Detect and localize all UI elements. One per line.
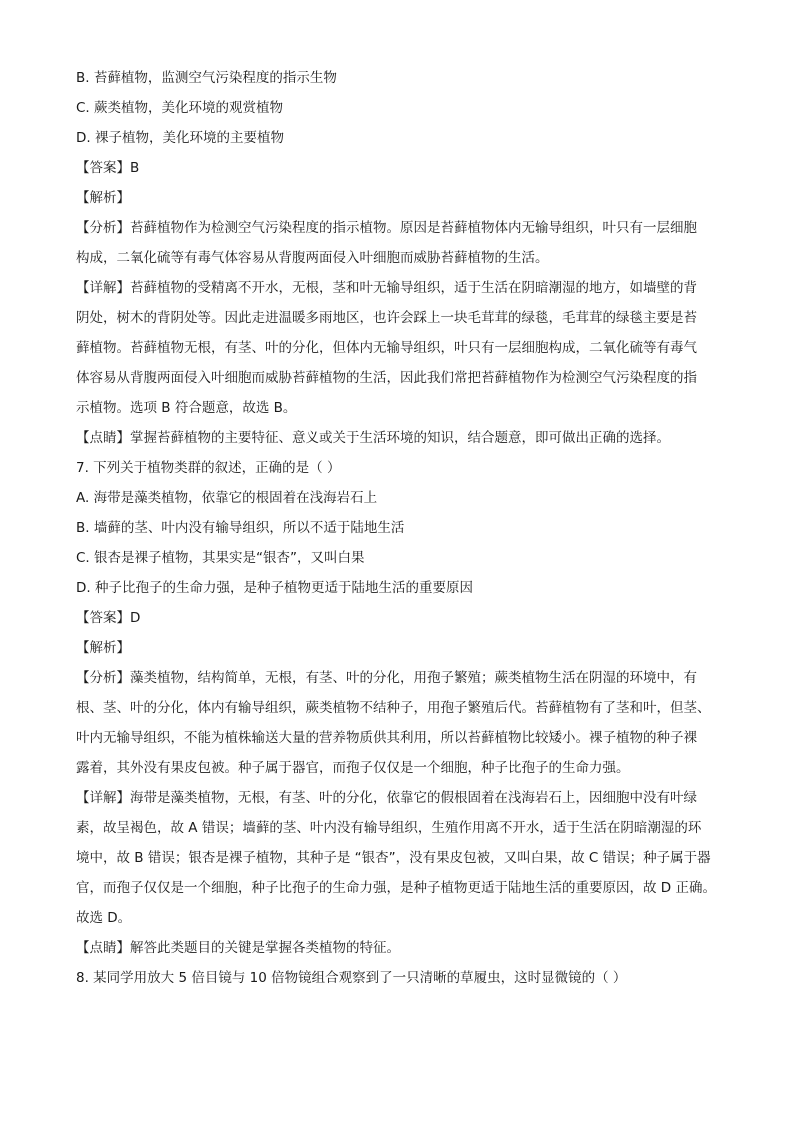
- text-line: 【答案】D: [76, 610, 141, 626]
- text-line: B. 墙藓的茎、叶内没有输导组织，所以不适于陆地生活: [76, 520, 405, 536]
- paragraph-line: 藓植物。苔藓植物无根，有茎、叶的分化，但体内无输导组织，叶只有一层细胞构成，二氧化硫等有毒气: [76, 340, 697, 356]
- text-line: 【解析】: [76, 190, 130, 206]
- paragraph: [76, 213, 724, 273]
- paragraph-line: 叶内无输导组织，不能为植株输送大量的营养物质供其利用，所以苔藓植物比较矮小。裸子植物的种子裸: [76, 730, 697, 746]
- text-line: 【解析】: [76, 640, 130, 656]
- text-line: C. 蕨类植物，美化环境的观赏植物: [76, 100, 284, 116]
- text-line: D. 种子比孢子的生命力强，是种子植物更适于陆地生活的重要原因: [76, 580, 473, 596]
- paragraph-line: 示植物。选项 B 符合题意，故选 B。: [76, 400, 297, 416]
- paragraph: [76, 783, 724, 933]
- paragraph-line: 【详解】海带是藻类植物，无根，有茎、叶的分化，依靠它的假根固着在浅海岩石上，因细胞中没有叶绿: [76, 790, 697, 806]
- document-content: [76, 63, 724, 993]
- paragraph-line: 阴处，树木的背阴处等。因此走进温暖多雨地区，也许会踩上一块毛茸茸的绿毯，毛茸茸的绿毯主要是苔: [76, 310, 697, 326]
- text-line: 【点睛】掌握苔藓植物的主要特征、意义或关于生活环境的知识，结合题意，即可做出正确的选择。: [76, 430, 670, 446]
- text-line: B. 苔藓植物，监测空气污染程度的指示生物: [76, 70, 337, 86]
- text-line: 【点睛】解答此类题目的关键是掌握各类植物的特征。: [76, 940, 400, 956]
- text-line: A. 海带是藻类植物，依靠它的根固着在浅海岩石上: [76, 490, 378, 506]
- paragraph-line: 体容易从背腹两面侵入叶细胞而威胁苔藓植物的生活，因此我们常把苔藓植物作为检测空气污染程度的指: [76, 370, 697, 386]
- paragraph-line: 【分析】苔藓植物作为检测空气污染程度的指示植物。原因是苔藓植物体内无输导组织，叶只有一层细胞: [76, 220, 697, 236]
- paragraph: [76, 273, 724, 423]
- paragraph-line: 根、茎、叶的分化，体内有输导组织，蕨类植物不结种子，用孢子繁殖后代。苔藓植物有了茎和叶，但茎、: [76, 700, 711, 716]
- paragraph-line: 【详解】苔藓植物的受精离不开水，无根，茎和叶无输导组织，适于生活在阴暗潮湿的地方，如墙壁的背: [76, 280, 697, 296]
- paragraph: [76, 663, 724, 783]
- text-line: 8. 某同学用放大 5 倍目镜与 10 倍物镜组合观察到了一只清晰的草履虫，这时显微镜的（ ）: [76, 970, 627, 986]
- text-line: D. 裸子植物，美化环境的主要植物: [76, 130, 284, 146]
- paragraph-line: 露着，其外没有果皮包被。种子属于器官，而孢子仅仅是一个细胞，种子比孢子的生命力强。: [76, 760, 630, 776]
- paragraph-line: 构成，二氧化硫等有毒气体容易从背腹两面侵入叶细胞而威胁苔藓植物的生活。: [76, 250, 549, 266]
- text-line: 7. 下列关于植物类群的叙述，正确的是（ ）: [76, 460, 341, 476]
- paragraph-line: 素，故呈褐色，故 A 错误；墙藓的茎、叶内没有输导组织，生殖作用离不开水，适于生活在阴暗潮湿的环: [76, 820, 702, 836]
- text-line: 【答案】B: [76, 160, 140, 176]
- paragraph-line: 故选 D。: [76, 910, 132, 926]
- paragraph-line: 【分析】藻类植物，结构简单，无根，有茎、叶的分化，用孢子繁殖；蕨类植物生活在阴湿的环境中，有: [76, 670, 697, 686]
- paragraph-line: 境中，故 B 错误；银杏是裸子植物，其种子是 “银杏”，没有果皮包被，又叫白果，故 C 错误；种子属于器: [76, 850, 711, 866]
- text-line: C. 银杏是裸子植物，其果实是“银杏”，又叫白果: [76, 550, 365, 566]
- paragraph-line: 官，而孢子仅仅是一个细胞，种子比孢子的生命力强，是种子植物更适于陆地生活的重要原因，故 D 正确。: [76, 880, 716, 896]
